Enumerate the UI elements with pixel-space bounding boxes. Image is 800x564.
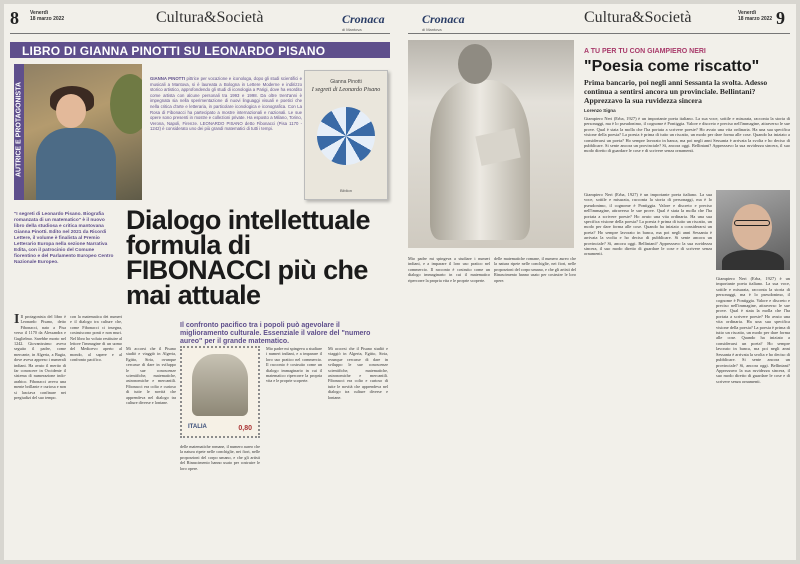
interview-body	[584, 192, 712, 558]
interview-body-text: Giampiero Neri (Erba, 1927) è un importante poeta italiano. La sua voce, sottile e misurata, racconta la storia di personaggi, ma è lo pseudonimo, il cognome è Pontiggia. Valore e discreto e preciso nell'immagine, attraverso le sue prove. Qual è stata la molla che l'ha portata a scrivere poesie? Ho avuto una vita ordinaria. Ha una sua specifica visione della poesia? La poesia è prima di tutto un riscatto, un modo per dare forma alle cose. Quando ha iniziato a considerarsi un poeta? Ho sempre lavorato in banca, ma poi negli anni Sessanta è arrivata la svolta e ho deciso di pubblicare. Si sente ancora un provinciale? Sì, ancora oggi. Bellintani? Apprezzavo la sua ruvidezza sincera, il suo modo diretto di guardare le cose e di scrivere senza ornamenti.	[584, 192, 712, 257]
book-cover-wheel	[317, 107, 375, 165]
stamp-value: 0,80	[238, 425, 252, 432]
left-page-number: 8	[10, 8, 19, 28]
interview-deck: Prima bancario, poi negli anni Sessanta la svolta. Adesso continua a sentirsi ancora un provinciale. Bellintani? Apprezzavo la sua ruvidezza sincera	[584, 78, 768, 105]
right-masthead	[422, 12, 465, 32]
interview-byline: Lorenzo Signa	[584, 108, 616, 113]
vertical-tag	[14, 64, 24, 200]
article-column-2	[126, 346, 176, 558]
article-column-3	[266, 346, 322, 558]
masthead-title: Cronaca	[342, 12, 385, 26]
article-column-3b	[180, 444, 260, 558]
book-title: I segreti di Leonardo Pisano	[311, 87, 381, 93]
article-column-1b	[70, 314, 122, 558]
masthead-subtitle-right: di Mantova	[422, 27, 442, 32]
article-column-6	[494, 256, 576, 558]
right-page-header	[408, 4, 790, 34]
book-cover	[304, 70, 388, 200]
interview-headline: "Poesia come riscatto"	[584, 58, 760, 75]
column-5-text: Mio padre mi spingeva a studiare i numeri indiani, e a imparare il loro uso pratico nel commercio. Il racconto è costruito come un dialogo immaginario in cui il matematico ripercorre la propria vita e le proprie scoperte.	[408, 256, 490, 283]
column-1-text: Il protagonista del libro è Leonardo Pisano, detto Fibonacci, nato a Pisa verso il 1170 da Alessandra e Guglielmo. Sarebbe morto nel 1242. Giovanissimo aveva seguito il padre, come mercante, in Algeria, a Bugia, dove aveva appreso i numerali indiani. Ha avuto il merito di far conoscere in Occidente il sistema di numerazione indo-arabico. Fibonacci aveva una mente brillante e curiosa e non si lasciava confinare nei pregiudizi del suo tempo.	[14, 314, 66, 401]
interview-intro	[584, 116, 790, 188]
article-column-5	[408, 256, 490, 558]
author-bio	[150, 76, 302, 132]
interviewee-photo	[716, 190, 790, 270]
masthead-subtitle: di Mantova	[342, 27, 362, 32]
interview-kicker: A TU PER TU CON GIAMPIERO NERI	[584, 48, 706, 55]
interview-column-2	[716, 276, 790, 558]
left-page-header	[10, 4, 390, 34]
pull-quote: "I segreti di Leonardo Pisano. Biografia romanzata di un matematico" è il nuovo libro della studiosa e critica mantovana Gianna Pinotti. Edito nel 2021 da Ricordi Lettere, il volume è finalista al Premio Letterario Europa nella sezione Narrativa Edita, con il patrocinio del Comune fiorentino e del Parlamento Europeo Centro Nazionale Europeo.	[14, 212, 114, 265]
right-page-number: 9	[776, 8, 785, 28]
interview-column-2-text: Giampiero Neri (Erba, 1927) è un importante poeta italiano. La sua voce, sottile e misurata, racconta la storia di personaggi, ma è lo pseudonimo, il cognome è Pontiggia. Valore e discreto e preciso nell'immagine, attraverso le sue prove. Qual è stata la molla che l'ha portata a scrivere poesie? Ho avuto una vita ordinaria. Ha una sua specifica visione della poesia? La poesia è prima di tutto un riscatto, un modo per dare forma alle cose. Quando ha iniziato a considerarsi un poeta? Ho sempre lavorato in banca, ma poi negli anni Sessanta è arrivata la svolta e ho deciso di pubblicare. Si sente ancora un provinciale? Sì, ancora oggi. Bellintani? Apprezzavo la sua ruvidezza sincera, il suo modo diretto di guardare le cose e di scrivere senza ornamenti.	[716, 276, 790, 384]
left-date: Venerdì 18 marzo 2022	[30, 10, 65, 22]
column-3-text: Mio padre mi spingeva a studiare i numeri indiani, e a imparare il loro uso pratico nel commercio. Il racconto è costruito come un dialogo immaginario in cui il matematico ripercorre la propria vita e le proprie scoperte.	[266, 346, 322, 384]
column-1b-text: con la matematica dei numeri e il dialogo tra culture che, come Fibonacci ci insegna, costruiscono ponti e non muri. Nel libro ho voluto restituire al lettore l'immagine di un uomo del Medioevo aperto al mondo, al sapere e al confronto pacifico.	[70, 314, 122, 363]
bio-name: GIANNA PINOTTI	[150, 76, 186, 81]
column-3b-text: delle matematiche romane, il numero aureo che la natura ripete nelle conchiglie, nei fiori, nelle proporzioni del corpo umano, e che gli artisti del Rinascimento hanno usato per costruire le loro opere.	[180, 444, 260, 471]
author-photo	[14, 64, 142, 200]
vertical-tag-label: AUTRICE E PROTAGONISTA	[15, 81, 23, 178]
column-2-text: Mi accorsi che il Pisano studiò e viaggiò in Algeria, Egitto, Siria, ovunque cercasse di dare in sviluppo le sue conoscenze scientifiche, matematiche, astronomiche e mercantili. Fibonacci era colto e curioso di tutte le novità che apprendeva nel dialogo tra culture diverse e lontane.	[126, 346, 176, 406]
article-kicker-bar	[10, 42, 390, 58]
fibonacci-statue-photo	[408, 40, 574, 248]
bio-text: pittrice per vocazione e iconologa, dopo gli studi scientifici e musicali a Mantova, si è laureata a Bologna in Lettere Moderne e indirizzo storico artistico, approfondendo gli studi di iconologia a Parigi, dove ha esordito come artista con alcune personali tra 1993 e 1998. Da oltre trent'anni è impegnata sia nella sperimentazione di nuovi linguaggi visuali e poetici che nella critica d'arte e letteraria, in particolare iconologica e iconografica. Con La Rosa di Fibonacci ha partecipato a mostre internazionali e nazionali. Le sue opere sono presenti in mostre e collezioni private. Ha esposto a Milano, Torino, Verona, Napoli, Firenze. LEONARDO PISANO detto Fibonacci (Pisa 1170 - 1242) è considerato uno dei più grandi matematici di tutti i tempi.	[150, 76, 302, 132]
left-masthead	[342, 12, 385, 32]
article-column-4	[328, 346, 388, 558]
article-column-1: I Il protagonista del libro è Leonardo Pisano, detto Fibonacci, nato a Pisa verso il 1170 da Alessandra e Guglielmo. Sarebbe morto nel 1242. Giovanissimo aveva seguito il padre, come mercante, in Algeria, a Bugia, dove aveva appreso i numerali indiani. Ha avuto il merito di far conoscere in Occidente il sistema di numerazione indo-arabico. Fibonacci aveva una mente brillante e curiosa e non si lasciava confinare nei pregiudizi del suo tempo.	[14, 314, 66, 401]
article-headline: Dialogo intellettuale formula di FIBONACCI più che mai attuale	[126, 205, 370, 310]
stamp-portrait	[192, 354, 248, 416]
book-author: Gianna Pinotti	[330, 79, 362, 85]
column-4-text: Mi accorsi che il Pisano studiò e viaggiò in Algeria, Egitto, Siria, ovunque cercasse di dare in sviluppo le sue conoscenze scientifiche, matematiche, astronomiche e mercantili. Fibonacci era colto e curioso di tutte le novità che apprendeva nel dialogo tra culture diverse e lontane.	[328, 346, 388, 400]
book-publisher: Biblion	[339, 188, 352, 193]
stamp-country: ITALIA	[188, 424, 207, 430]
fibonacci-stamp	[180, 346, 260, 438]
newspaper-spread	[4, 4, 796, 560]
column-6-text: delle matematiche romane, il numero aureo che la natura ripete nelle conchiglie, nei fiori, nelle proporzioni del corpo umano, e che gli artisti del Rinascimento hanno usato per costruire le loro opere.	[494, 256, 576, 283]
right-date: Venerdì 18 marzo 2022	[738, 10, 773, 22]
right-section-title: Cultura&Società	[584, 9, 692, 26]
masthead-title-right: Cronaca	[422, 12, 465, 26]
article-deck: Il confronto pacifico tra i popoli può agevolare il miglioramento culturale. Essenziale il valore del "numero aureo" per il grande matematico.	[180, 322, 371, 345]
article-kicker: LIBRO DI GIANNA PINOTTI SU LEONARDO PISANO	[22, 44, 326, 58]
interview-intro-text: Giampiero Neri (Erba, 1927) è un importante poeta italiano. La sua voce, sottile e misurata, racconta la storia di personaggi, ma è lo pseudonimo, il cognome è Pontiggia. Valore e discreto e preciso nell'immagine, attraverso le sue prove. Qual è stata la molla che l'ha portata a scrivere poesie? Ho avuto una vita ordinaria. Ha una sua specifica visione della poesia? La poesia è prima di tutto un riscatto, un modo per dare forma alle cose. Quando ha iniziato a considerarsi un poeta? Ho sempre lavorato in banca, ma poi negli anni Sessanta è arrivata la svolta e ho deciso di pubblicare. Si sente ancora un provinciale? Sì, ancora oggi. Bellintani? Apprezzavo la sua ruvidezza sincera, il suo modo diretto di guardare le cose e di scrivere senza ornamenti.	[584, 116, 790, 154]
left-section-title: Cultura&Società	[156, 9, 264, 26]
